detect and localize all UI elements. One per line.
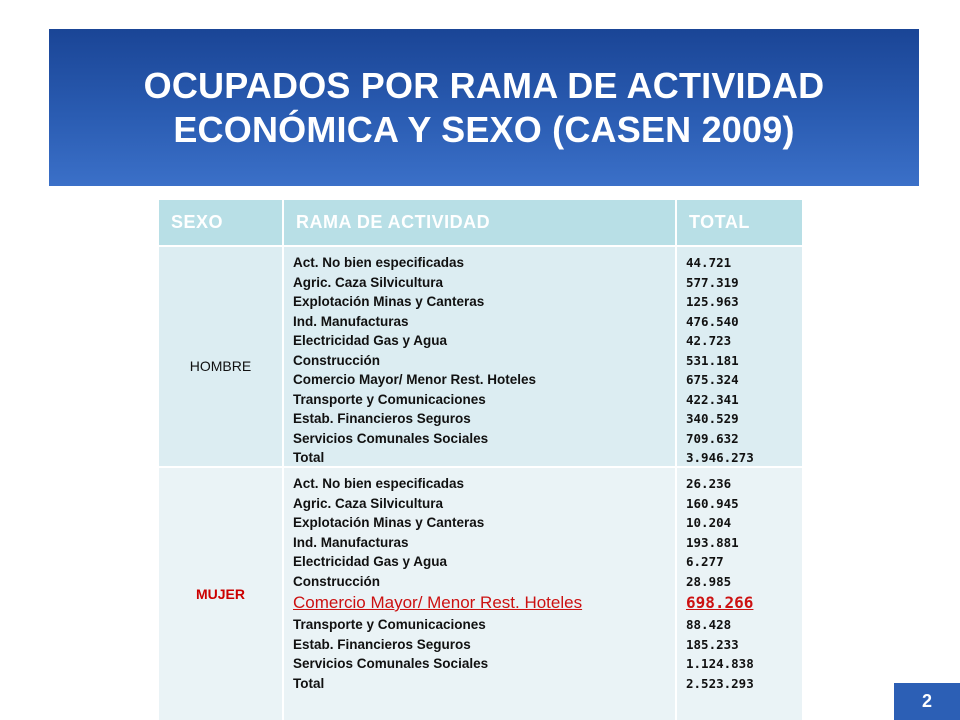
rama-item: Construcción <box>293 352 381 368</box>
total-value: 193.881 <box>686 534 739 550</box>
rama-item: Agric. Caza Silvicultura <box>293 495 444 511</box>
total-value: 160.945 <box>686 495 739 511</box>
rama-item: Act. No bien especificadas <box>293 476 465 491</box>
sexo-cell-mujer <box>159 468 282 720</box>
rama-item: Comercio Mayor/ Menor Rest. Hoteles <box>293 372 537 387</box>
slide-title-line-2: ECONÓMICA Y SEXO (CASEN 2009) <box>173 108 795 150</box>
total-value: 709.632 <box>686 430 739 446</box>
total-cell-hombre <box>677 247 802 466</box>
rama-item: Electricidad Gas y Agua <box>293 333 448 348</box>
rama-item: Explotación Minas y Canteras <box>293 294 485 309</box>
total-value: 340.529 <box>686 411 739 426</box>
total-value: 44.721 <box>686 255 732 270</box>
rama-item: Transporte y Comunicaciones <box>293 617 486 632</box>
slide-title-banner <box>49 29 919 186</box>
page-number-badge <box>894 683 960 720</box>
total-value: 422.341 <box>686 391 739 407</box>
rama-item: Ind. Manufacturas <box>293 313 409 329</box>
sexo-cell-hombre <box>159 247 282 466</box>
rama-cell-mujer <box>284 468 675 720</box>
rama-item: Act. No bien especificadas <box>293 255 465 270</box>
rama-item-total: Total <box>293 450 325 465</box>
total-value: 577.319 <box>686 274 739 290</box>
rama-item: Estab. Financieros Seguros <box>293 411 471 426</box>
data-table <box>159 200 802 720</box>
total-value: 1.124.838 <box>686 656 754 671</box>
rama-item: Estab. Financieros Seguros <box>293 636 471 652</box>
rama-item: Agric. Caza Silvicultura <box>293 274 444 290</box>
total-value-grand: 2.523.293 <box>686 675 754 691</box>
total-value: 42.723 <box>686 333 732 348</box>
rama-item-total: Total <box>293 675 325 691</box>
total-value: 88.428 <box>686 617 732 632</box>
rama-item: Ind. Manufacturas <box>293 534 409 550</box>
total-value: 6.277 <box>686 554 724 569</box>
total-value-highlighted: 698.266 <box>686 593 754 612</box>
total-value-grand: 3.946.273 <box>686 450 754 465</box>
rama-item: Construcción <box>293 573 381 589</box>
total-value: 26.236 <box>686 476 732 491</box>
total-value: 675.324 <box>686 372 739 387</box>
rama-item: Transporte y Comunicaciones <box>293 391 486 407</box>
sexo-label-mujer: MUJER <box>195 586 245 602</box>
rama-item: Electricidad Gas y Agua <box>293 554 448 569</box>
rama-item: Servicios Comunales Sociales <box>293 430 489 446</box>
page-number: 2 <box>921 691 932 711</box>
rama-item-highlighted: Comercio Mayor/ Menor Rest. Hoteles <box>293 593 583 612</box>
total-value: 125.963 <box>686 294 739 309</box>
rama-item: Servicios Comunales Sociales <box>293 656 489 671</box>
sexo-label-hombre: HOMBRE <box>189 357 252 374</box>
slide-title-line-1: OCUPADOS POR RAMA DE ACTIVIDAD <box>143 64 825 106</box>
header-sexo: SEXO <box>159 200 282 245</box>
total-cell-mujer <box>677 468 802 720</box>
header-rama: RAMA DE ACTIVIDAD <box>284 200 675 245</box>
total-value: 185.233 <box>686 636 739 652</box>
header-total: TOTAL <box>677 200 802 245</box>
total-value: 10.204 <box>686 515 732 530</box>
total-value: 28.985 <box>686 573 732 589</box>
total-value: 476.540 <box>686 313 739 329</box>
total-value: 531.181 <box>686 352 739 368</box>
rama-cell-hombre <box>284 247 675 466</box>
rama-item: Explotación Minas y Canteras <box>293 515 485 530</box>
